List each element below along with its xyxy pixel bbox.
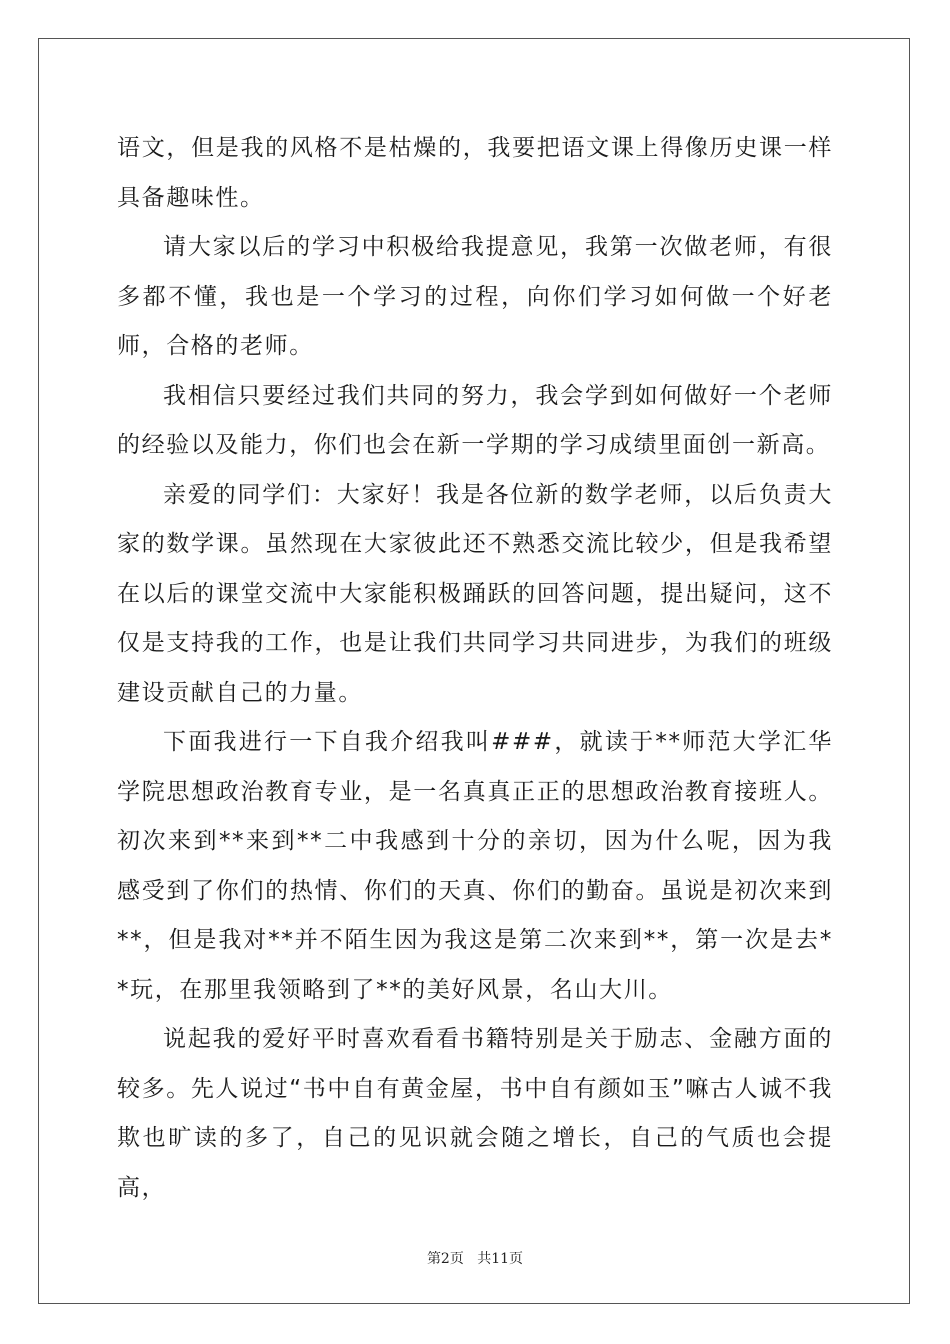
paragraph-3: 我相信只要经过我们共同的努力，我会学到如何做好一个老师的经验以及能力，你们也会在新一学期的学习成绩里面创一新高。 <box>117 382 833 458</box>
page-number: 第2页 <box>426 1251 464 1267</box>
paragraph-4: 亲爱的同学们：大家好！我是各位新的数学老师，以后负责大家的数学课。虽然现在大家彼此还不熟悉交流比较少，但是我希望在以后的课堂交流中大家能积极踊跃的回答问题，提出疑问，这不仅是支持我的工作，也是让我们共同学习共同进步，为我们的班级建设贡献自己的力量。 <box>117 481 833 706</box>
paragraph-2: 请大家以后的学习中积极给我提意见，我第一次做老师，有很多都不懂，我也是一个学习的过程，向你们学习如何做一个好老师，合格的老师。 <box>117 234 833 359</box>
paragraph-6: 说起我的爱好平时喜欢看看书籍特别是关于励志、金融方面的较多。先人说过“书中自有黄金屋，书中自有颜如玉”嘛古人诚不我欺也旷读的多了，自己的见识就会随之增长，自己的气质也会提高， <box>117 1026 833 1201</box>
paragraph-1: 语文，但是我的风格不是枯燥的，我要把语文课上得像历史课一样具备趣味性。 <box>117 135 833 211</box>
footer-spacer <box>464 1251 477 1267</box>
paragraph-5: 下面我进行一下自我介绍我叫###，就读于**师范大学汇华学院思想政治教育专业，是一名真真正正的思想政治教育接班人。初次来到**来到**二中我感到十分的亲切，因为什么呢，因为我感受到了你们的热情、你们的天真、你们的勤奋。虽说是初次来到**，但是我对**并不陌生因为我这是第二次来到**，第一次是去**玩，在那里我领略到了**的美好风景，名山大川。 <box>117 729 833 1003</box>
page-footer <box>0 1248 950 1268</box>
document-body <box>117 124 833 1213</box>
page-total: 共11页 <box>477 1251 524 1267</box>
